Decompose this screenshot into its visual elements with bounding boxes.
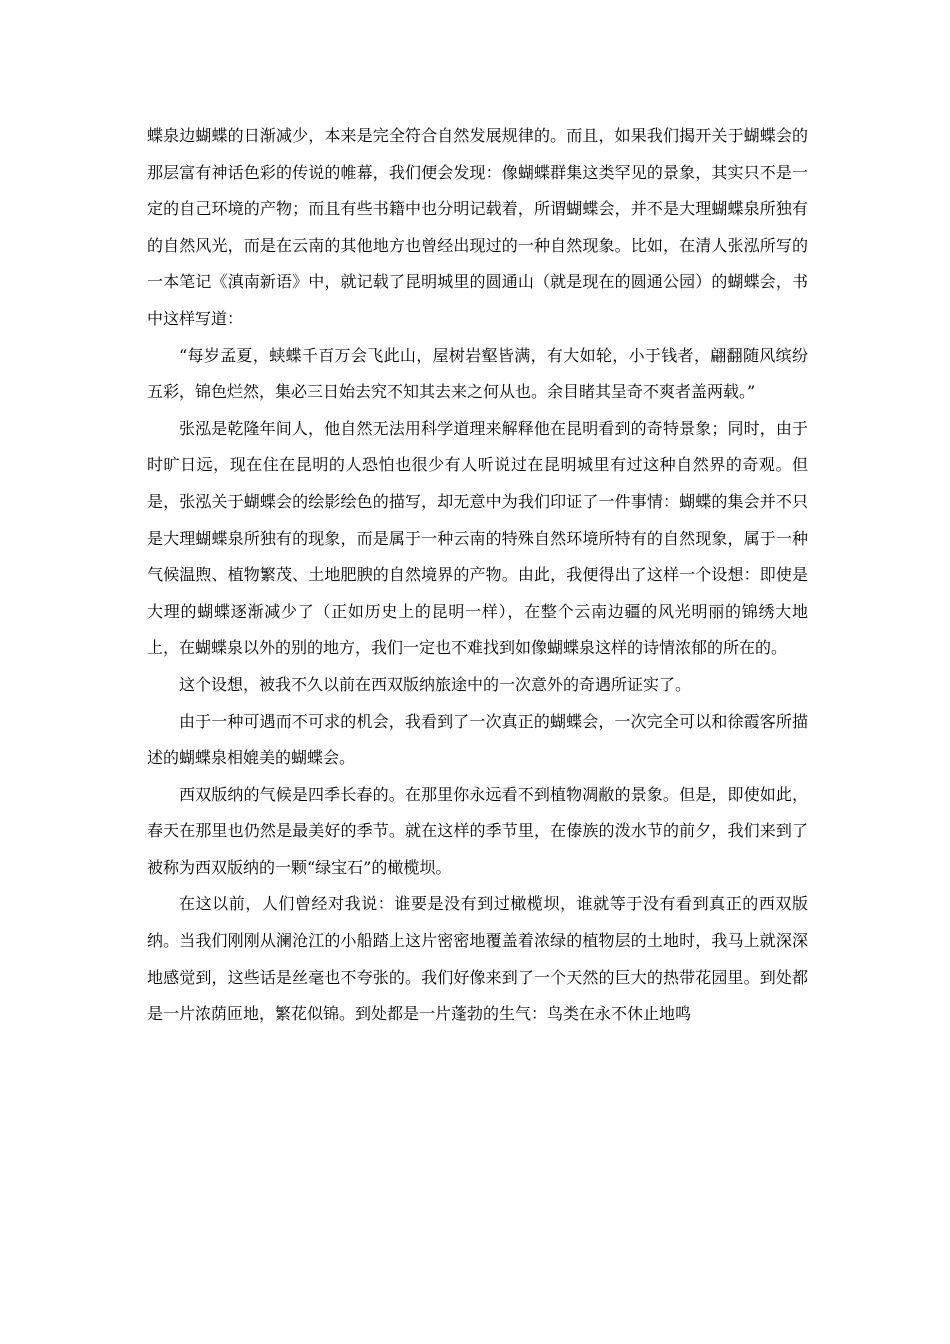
paragraph-6: 西双版纳的气候是四季长春的。在那里你永远看不到植物凋敝的景象。但是，即使如此，春天在那里也仍然是最美好的季节。就在这样的季节里，在傣族的泼水节的前夕，我们来到了被称为西双版纳的一颗“绿宝石”的橄榄坝。 [147, 784, 808, 877]
paragraph-1: 蝶泉边蝴蝶的日渐减少，本来是完全符合自然发展规律的。而且，如果我们揭开关于蝴蝶会的那层富有神话色彩的传说的帷幕，我们便会发现：像蝴蝶群集这类罕见的景象，其实只不是一定的自己环境的产物；而且有些书籍中也分明记载着，所谓蝴蝶会，并不是大理蝴蝶泉所独有的自然风光，而是在云南的其他地方也曾经出现过的一种自然现象。比如，在清人张泓所写的一本笔记《滇南新语》中，就记载了昆明城里的圆通山（就是现在的圆通公园）的蝴蝶会，书中这样写道： [147, 126, 808, 328]
paragraph-3: 张泓是乾隆年间人，他自然无法用科学道理来解释他在昆明看到的奇特景象；同时，由于时旷日远，现在住在昆明的人恐怕也很少有人听说过在昆明城里有过这种自然界的奇观。但是，张泓关于蝴蝶会的绘影绘色的描写，却无意中为我们印证了一件事情：蝴蝶的集会并不只是大理蝴蝶泉所独有的现象，而是属于一种云南的特殊自然环境所特有的自然现象，属于一种气候温煦、植物繁茂、土地肥腴的自然境界的产物。由此，我便得出了这样一个设想：即使是大理的蝴蝶逐渐减少了（正如历史上的昆明一样），在整个云南边疆的风光明丽的锦绣大地上，在蝴蝶泉以外的别的地方，我们一定也不难找到如像蝴蝶泉这样的诗情浓郁的所在的。 [147, 418, 808, 658]
paragraph-7: 在这以前，人们曾经对我说：谁要是没有到过橄榄坝，谁就等于没有看到真正的西双版纳。当我们刚刚从澜沧江的小船踏上这片密密地覆盖着浓绿的植物层的土地时，我马上就深深地感觉到，这些话是丝毫也不夸张的。我们好像来到了一个天然的巨大的热带花园里。到处都是一片浓荫匝地，繁花似锦。到处都是一片蓬勃的生气：鸟类在永不休止地鸣 [147, 894, 808, 1024]
paragraph-5: 由于一种可遇而不可求的机会，我看到了一次真正的蝴蝶会，一次完全可以和徐霞客所描述的蝴蝶泉相媲美的蝴蝶会。 [147, 711, 808, 768]
body-text [147, 118, 808, 1033]
paragraph-4: 这个设想，被我不久以前在西双版纳旅途中的一次意外的奇遇所证实了。 [179, 674, 692, 694]
paragraph-2-quote: “每岁孟夏，蛱蝶千百万会飞此山，屋树岩壑皆满，有大如轮，小于钱者，翩翻随风缤纷五彩，锦色烂然，集必三日始去究不知其去来之何从也。余目睹其呈奇不爽者盖两载。” [147, 345, 808, 402]
